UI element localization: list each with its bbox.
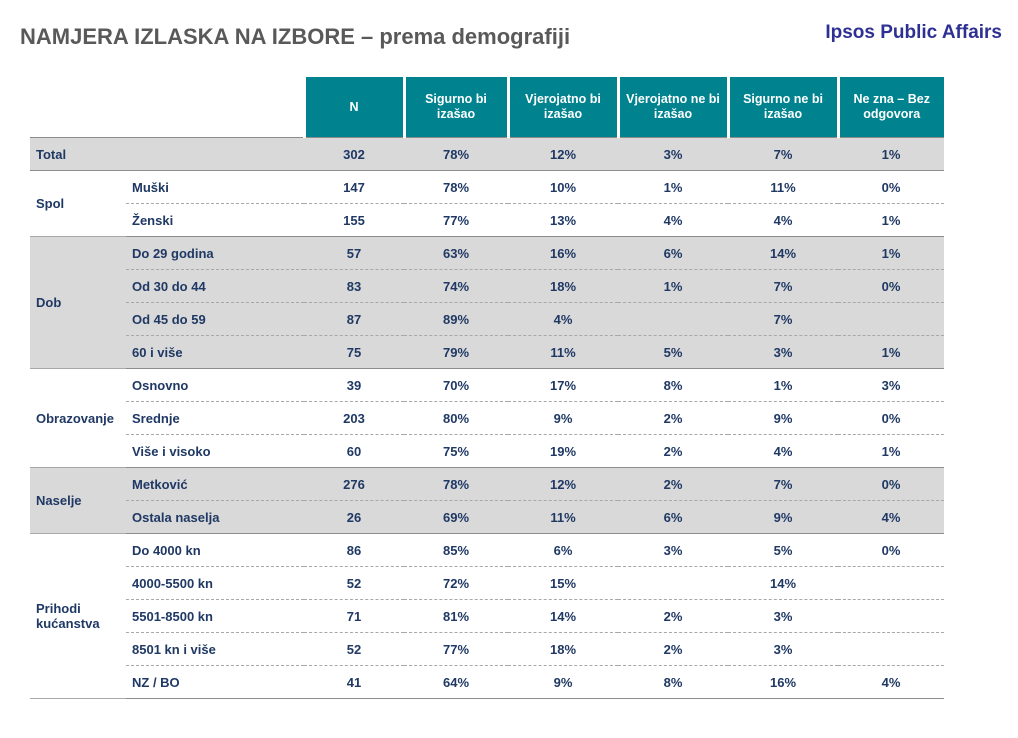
table-cell: 41 (304, 666, 404, 699)
group-label: Spol (30, 171, 126, 237)
table-cell: 39 (304, 369, 404, 402)
table-cell: 9% (728, 501, 838, 534)
row-label: Srednje (126, 402, 304, 435)
table-cell: 80% (404, 402, 508, 435)
table-body (30, 138, 944, 699)
table-cell: 89% (404, 303, 508, 336)
table-cell: 4% (728, 204, 838, 237)
table-cell (618, 567, 728, 600)
table-cell: 5% (728, 534, 838, 567)
table-cell (618, 303, 728, 336)
table-cell: 3% (838, 369, 944, 402)
table-cell: 4% (728, 435, 838, 468)
table-cell: 1% (618, 270, 728, 303)
table-cell: 2% (618, 435, 728, 468)
table-cell: 74% (404, 270, 508, 303)
table-cell: 1% (838, 237, 944, 270)
table-row (30, 501, 944, 534)
table-cell: 0% (838, 171, 944, 204)
column-header-n: N (304, 77, 404, 138)
column-header-vjerojatno-bi: Vjerojatno bi izašao (508, 77, 618, 138)
table-cell: 3% (728, 336, 838, 369)
table-cell: 18% (508, 633, 618, 666)
table-cell: 11% (508, 501, 618, 534)
table-cell: 9% (508, 666, 618, 699)
row-label: Ostala naselja (126, 501, 304, 534)
table-cell: 1% (838, 138, 944, 171)
table-cell: 1% (618, 171, 728, 204)
table-row (30, 534, 944, 567)
table-cell: 18% (508, 270, 618, 303)
table-cell: 79% (404, 336, 508, 369)
row-label: Metković (126, 468, 304, 501)
column-header-sigurno-bi: Sigurno bi izašao (404, 77, 508, 138)
table-cell (838, 600, 944, 633)
table-cell: 10% (508, 171, 618, 204)
table-cell: 83 (304, 270, 404, 303)
table-cell: 1% (728, 369, 838, 402)
table-cell: 78% (404, 138, 508, 171)
table-cell: 52 (304, 567, 404, 600)
table-row (30, 435, 944, 468)
table-row (30, 600, 944, 633)
row-label: Muški (126, 171, 304, 204)
row-label: 5501-8500 kn (126, 600, 304, 633)
table-cell: 60 (304, 435, 404, 468)
brand-logo-text: Ipsos Public Affairs (825, 22, 1002, 43)
table-cell: 26 (304, 501, 404, 534)
row-label: Ženski (126, 204, 304, 237)
table-cell: 16% (728, 666, 838, 699)
table-cell: 71 (304, 600, 404, 633)
total-row (30, 138, 944, 171)
table-cell: 4% (618, 204, 728, 237)
table-cell: 72% (404, 567, 508, 600)
table-cell: 16% (508, 237, 618, 270)
table-cell: 8% (618, 369, 728, 402)
table-cell: 203 (304, 402, 404, 435)
table-row (30, 402, 944, 435)
table-cell: 5% (618, 336, 728, 369)
table-cell: 2% (618, 600, 728, 633)
table-cell: 7% (728, 270, 838, 303)
table-cell: 11% (728, 171, 838, 204)
table-cell: 6% (618, 237, 728, 270)
group-label: Prihodi kućanstva (30, 534, 126, 699)
table-cell: 11% (508, 336, 618, 369)
table-row (30, 666, 944, 699)
table-row (30, 468, 944, 501)
table-row (30, 171, 944, 204)
column-header-ne-zna: Ne zna – Bez odgovora (838, 77, 944, 138)
table-cell: 0% (838, 402, 944, 435)
table-cell: 7% (728, 468, 838, 501)
table-cell: 276 (304, 468, 404, 501)
table-cell: 0% (838, 534, 944, 567)
table-cell: 69% (404, 501, 508, 534)
row-label: 8501 kn i više (126, 633, 304, 666)
table-cell: 63% (404, 237, 508, 270)
table-cell: 9% (728, 402, 838, 435)
table-cell: 4% (838, 666, 944, 699)
row-label: Do 29 godina (126, 237, 304, 270)
table-cell: 15% (508, 567, 618, 600)
table-row (30, 237, 944, 270)
header-blank (30, 77, 126, 138)
table-cell: 4% (838, 501, 944, 534)
table-cell: 86 (304, 534, 404, 567)
table-cell: 57 (304, 237, 404, 270)
row-label: Od 30 do 44 (126, 270, 304, 303)
table-cell: 77% (404, 633, 508, 666)
table-cell: 4% (508, 303, 618, 336)
row-label: 60 i više (126, 336, 304, 369)
column-header-vjerojatno-ne-bi: Vjerojatno ne bi izašao (618, 77, 728, 138)
table-cell: 302 (304, 138, 404, 171)
table-row (30, 270, 944, 303)
table-cell: 77% (404, 204, 508, 237)
header-row (30, 77, 944, 138)
table-row (30, 336, 944, 369)
table-cell: 14% (508, 600, 618, 633)
table-cell: 14% (728, 567, 838, 600)
table-cell: 78% (404, 171, 508, 204)
row-label: Osnovno (126, 369, 304, 402)
table-cell: 87 (304, 303, 404, 336)
group-label: Naselje (30, 468, 126, 534)
table-cell: 1% (838, 204, 944, 237)
table-cell: 0% (838, 270, 944, 303)
table-cell: 2% (618, 402, 728, 435)
demographics-table (30, 77, 944, 699)
table-cell: 12% (508, 138, 618, 171)
table-cell: 14% (728, 237, 838, 270)
table-row (30, 303, 944, 336)
table-row (30, 633, 944, 666)
table-cell: 81% (404, 600, 508, 633)
table-row (30, 204, 944, 237)
table-cell: 52 (304, 633, 404, 666)
header-blank (126, 77, 304, 138)
table-cell: 70% (404, 369, 508, 402)
table-cell: 3% (618, 534, 728, 567)
table-cell: 78% (404, 468, 508, 501)
table-cell: 2% (618, 468, 728, 501)
page-title: NAMJERA IZLASKA NA IZBORE – prema demografiji (20, 24, 571, 49)
table-cell: 6% (508, 534, 618, 567)
table-cell: 17% (508, 369, 618, 402)
table-cell: 64% (404, 666, 508, 699)
row-label: 4000-5500 kn (126, 567, 304, 600)
table-cell: 0% (838, 468, 944, 501)
table-cell: 2% (618, 633, 728, 666)
table-cell: 1% (838, 336, 944, 369)
table-cell: 75% (404, 435, 508, 468)
total-label: Total (30, 138, 304, 171)
table-cell: 7% (728, 303, 838, 336)
table-cell: 7% (728, 138, 838, 171)
table-cell: 3% (618, 138, 728, 171)
table-cell (838, 303, 944, 336)
table-row (30, 369, 944, 402)
table-cell: 3% (728, 633, 838, 666)
table-cell: 8% (618, 666, 728, 699)
table-cell: 85% (404, 534, 508, 567)
group-label: Dob (30, 237, 126, 369)
row-label: NZ / BO (126, 666, 304, 699)
table-cell: 147 (304, 171, 404, 204)
table-cell: 3% (728, 600, 838, 633)
table-cell: 155 (304, 204, 404, 237)
row-label: Do 4000 kn (126, 534, 304, 567)
table-cell: 13% (508, 204, 618, 237)
table-cell: 19% (508, 435, 618, 468)
table-cell (838, 633, 944, 666)
table-cell: 1% (838, 435, 944, 468)
table-cell (838, 567, 944, 600)
table-cell: 75 (304, 336, 404, 369)
table-cell: 12% (508, 468, 618, 501)
group-label: Obrazovanje (30, 369, 126, 468)
column-header-sigurno-ne-bi: Sigurno ne bi izašao (728, 77, 838, 138)
table-cell: 6% (618, 501, 728, 534)
table-cell: 9% (508, 402, 618, 435)
table-row (30, 567, 944, 600)
row-label: Više i visoko (126, 435, 304, 468)
row-label: Od 45 do 59 (126, 303, 304, 336)
